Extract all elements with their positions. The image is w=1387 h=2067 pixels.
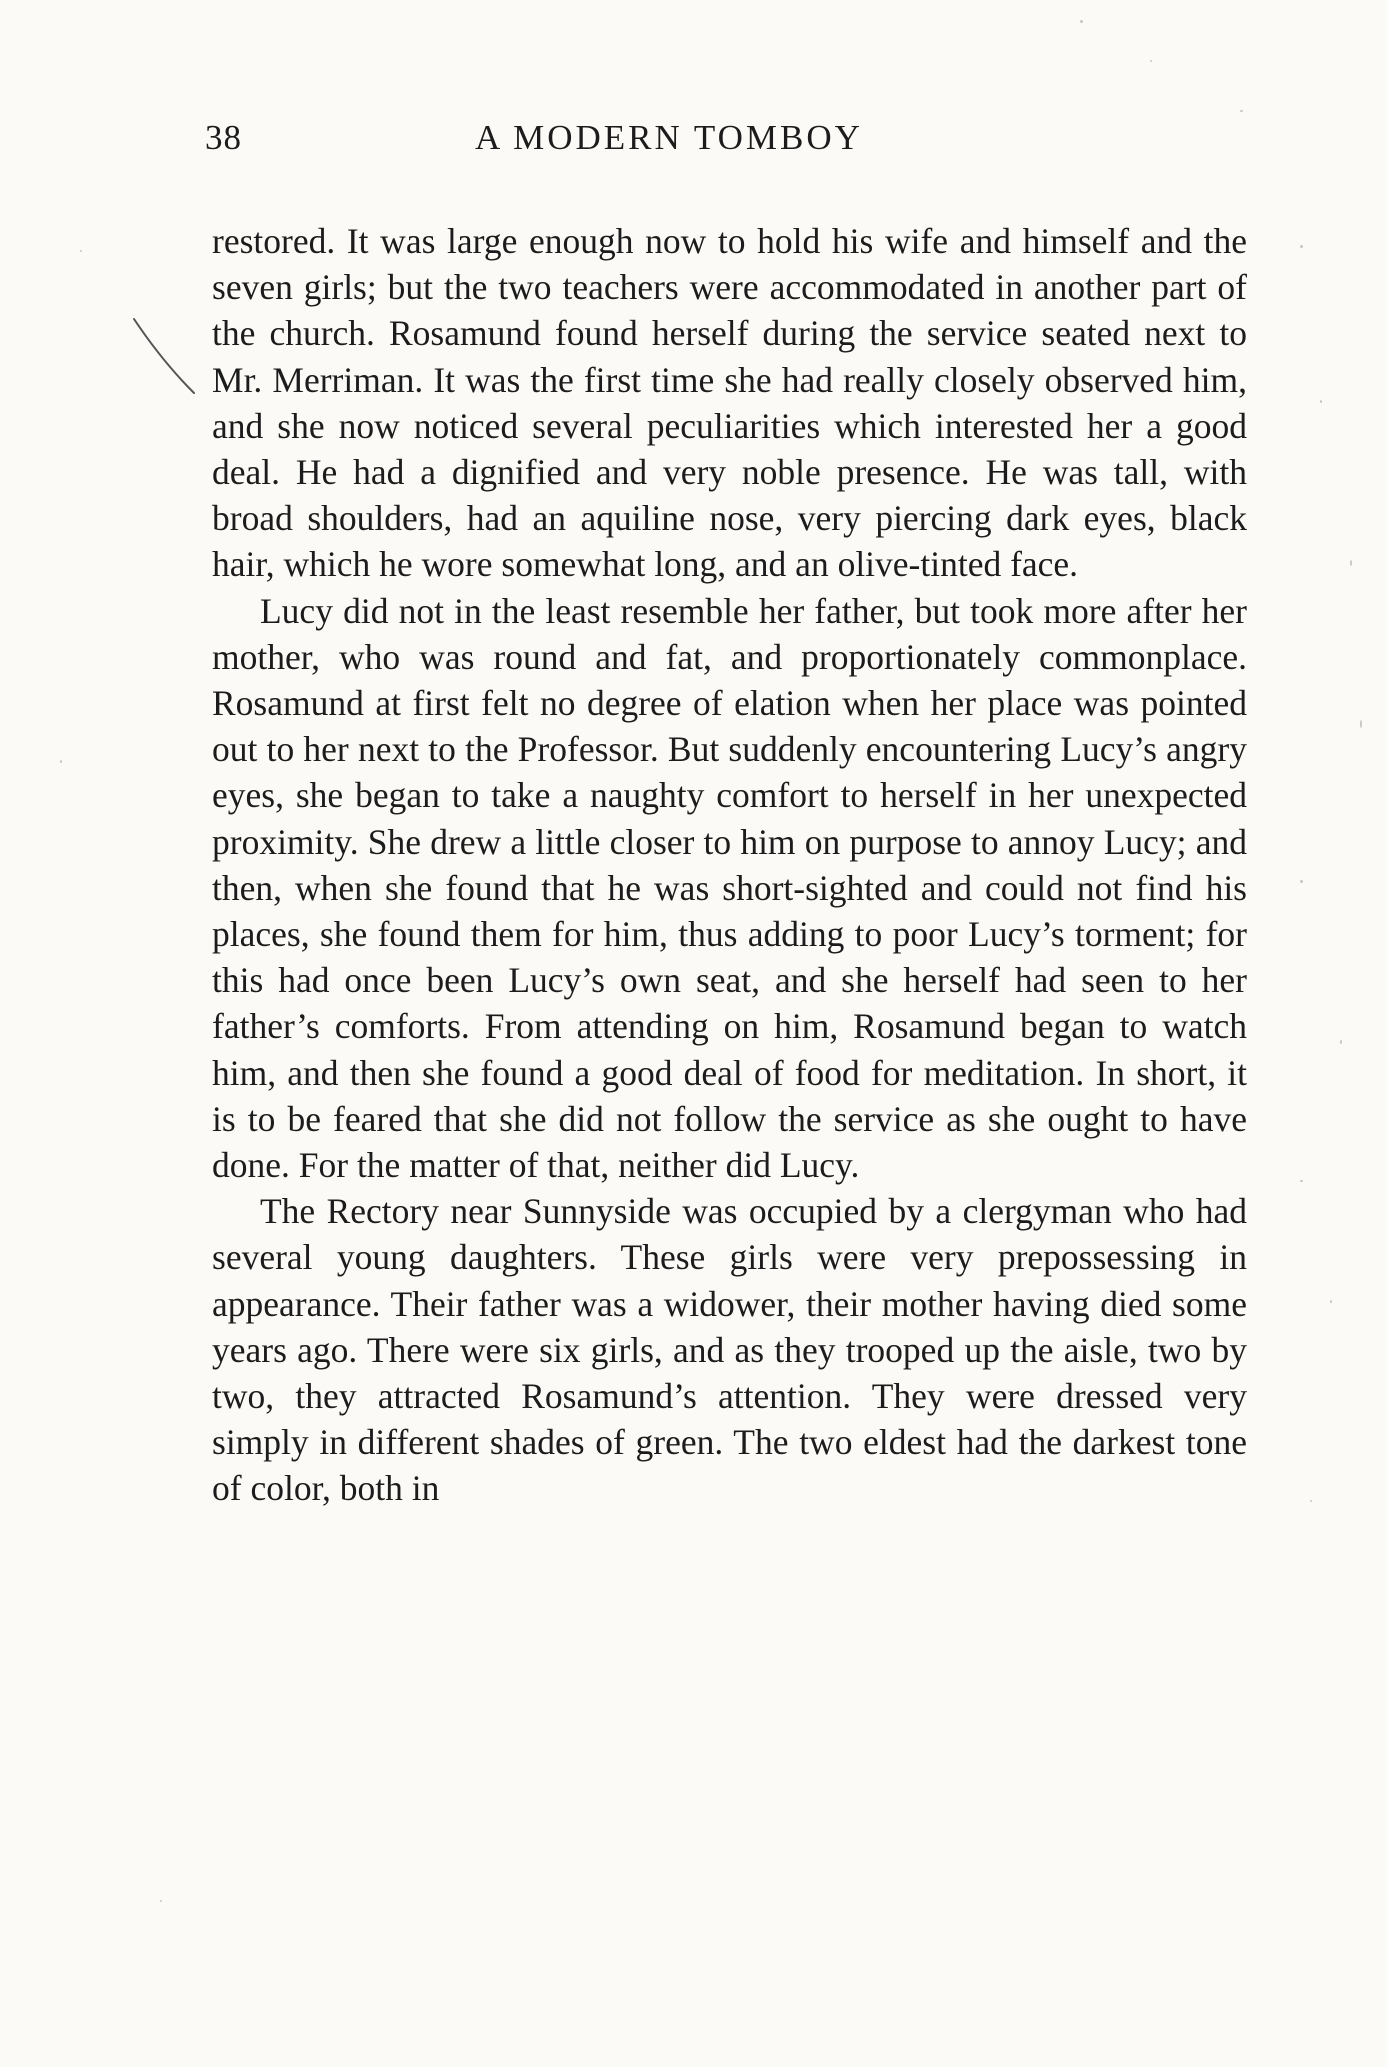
speck xyxy=(1300,880,1303,883)
running-title: A MODERN TOMBOY xyxy=(475,118,863,157)
speck xyxy=(160,1900,162,1902)
speck xyxy=(1360,720,1362,728)
paragraph-lucy: Lucy did not in the least resemble her father, but took more after her mother, who was round and fat, and proportionately commonplace. Rosamund at first felt no degree of elation when her place was pointed out to her next to the Professor. But suddenly encountering Lucy’s angry eyes, she began to take a naughty comfort to herself in her unexpected proximity. She drew a little closer to him on purpose to annoy Lucy; and then, when she found that he was short-sighted and could not find his places, she found them for him, thus adding to poor Lucy’s torment; for this had once been Lucy’s own seat, and she herself had seen to her father’s comforts. From attending on him, Rosamund began to watch him, and then she found a good deal of food for meditation. In short, it is to be feared that she did not follow the service as she ought to have done. For the matter of that, neither did Lucy. xyxy=(212,590,1247,1186)
speck xyxy=(1300,1180,1303,1182)
pencil-margin-mark xyxy=(128,315,200,397)
speck xyxy=(1340,1040,1342,1044)
speck xyxy=(1350,560,1352,566)
paragraph-rectory: The Rectory near Sunnyside was occupied by a clergyman who had several young daughters. These girls were very prepossessing in appearance. Their father was a widower, their mother having died some years ago. There were six girls, and as they trooped up the aisle, two by two, they attracted Rosamund’s attention. They were dressed very simply in different shades of green. The two eldest had the darkest tone of color, both in xyxy=(212,1191,1247,1509)
speck xyxy=(1330,1300,1332,1303)
page-header xyxy=(205,118,1265,168)
speck xyxy=(1300,245,1303,248)
speck xyxy=(80,250,82,252)
speck xyxy=(1320,400,1322,403)
speck xyxy=(1080,20,1083,23)
body-text xyxy=(212,218,1247,1512)
speck xyxy=(1240,110,1243,112)
paragraph-continued: restored. It was large enough now to hold his wife and himself and the seven girls; but the two teachers were accommodated in another part of the church. Rosamund found herself during the service seated next to Mr. Merriman. It was the first time she had really closely observed him, and she now noticed several peculiarities which interested her a good deal. He had a dignified and very noble presence. He was tall, with broad shoulders, had an aquiline nose, very piercing dark eyes, black hair, which he wore somewhat long, and an olive-tinted face. xyxy=(212,221,1247,585)
speck xyxy=(1310,1500,1312,1502)
page-number: 38 xyxy=(205,118,242,157)
speck xyxy=(60,760,62,763)
speck xyxy=(1150,60,1152,62)
